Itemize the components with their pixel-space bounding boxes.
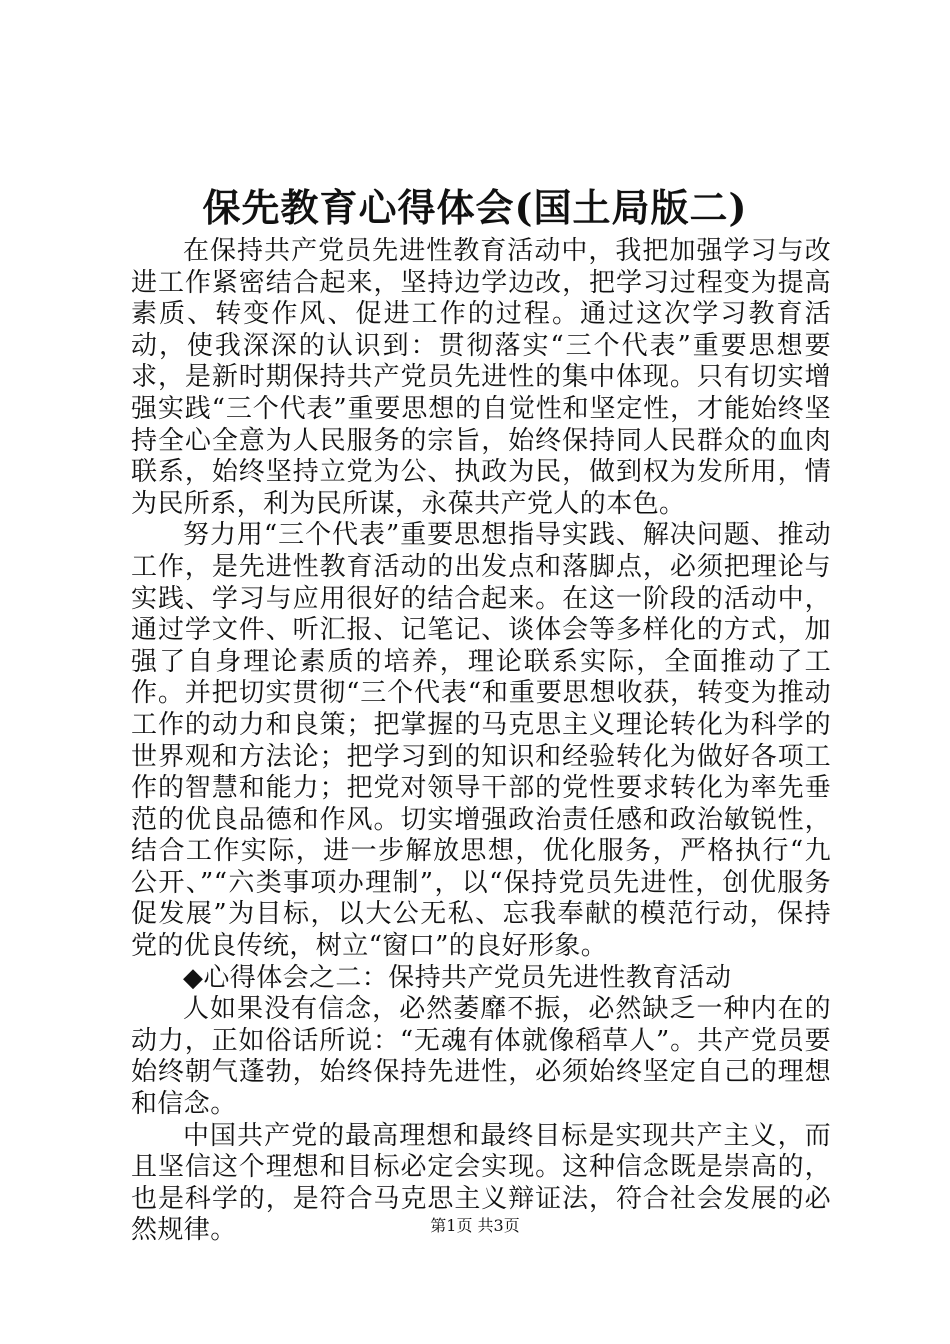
- paragraph-4: 中国共产党的最高理想和最终目标是实现共产主义，而且坚信这个理想和目标必定会实现。这种信念既是崇高的，也是科学的，是符合马克思主义辩证法，符合社会发展的必然规律。: [131, 1120, 831, 1246]
- paragraph-3: 人如果没有信念，必然萎靡不振，必然缺乏一种内在的动力，正如俗话所说：“无魂有体就像稻草人”。共产党员要始终朝气蓬勃，始终保持先进性，必须始终坚定自己的理想和信念。: [131, 994, 831, 1120]
- document-body: [131, 236, 831, 1247]
- document-title: 保先教育心得体会(国土局版二): [202, 185, 748, 230]
- section-heading: ◆心得体会之二：保持共产党员先进性教育活动: [183, 962, 732, 993]
- paragraph-1: 在保持共产党员先进性教育活动中，我把加强学习与改进工作紧密结合起来，坚持边学边改，把学习过程变为提高素质、转变作风、促进工作的过程。通过这次学习教育活动，使我深深的认识到：贯彻落实“三个代表”重要思想要求，是新时期保持共产党员先进性的集中体现。只有切实增强实践“三个代表”重要思想的自觉性和坚定性，才能始终坚持全心全意为人民服务的宗旨，始终保持同人民群众的血肉联系，始终坚持立党为公、执政为民，做到权为发所用，情为民所系，利为民所谋，永葆共产党人的本色。: [131, 236, 831, 519]
- page-footer: 第1页 共3页: [430, 1216, 520, 1235]
- paragraph-2: 努力用“三个代表”重要思想指导实践、解决问题、推动工作，是先进性教育活动的出发点和落脚点，必须把理论与实践、学习与应用很好的结合起来。在这一阶段的活动中，通过学文件、听汇报、记笔记、谈体会等多样化的方式，加强了自身理论素质的培养，理论联系实际，全面推动了工作。并把切实贯彻“三个代表“和重要思想收获，转变为推动工作的动力和良策；把掌握的马克思主义理论转化为科学的世界观和方法论；把学习到的知识和经验转化为做好各项工作的智慧和能力；把党对领导干部的党性要求转化为率先垂范的优良品德和作风。切实增强政治责任感和政治敏锐性，结合工作实际，进一步解放思想，优化服务，严格执行“九公开、”“六类事项办理制”，以“保持党员先进性，创优服务促发展”为目标，以大公无私、忘我奉献的模范行动，保持党的优良传统，树立“窗口”的良好形象。: [131, 520, 831, 962]
